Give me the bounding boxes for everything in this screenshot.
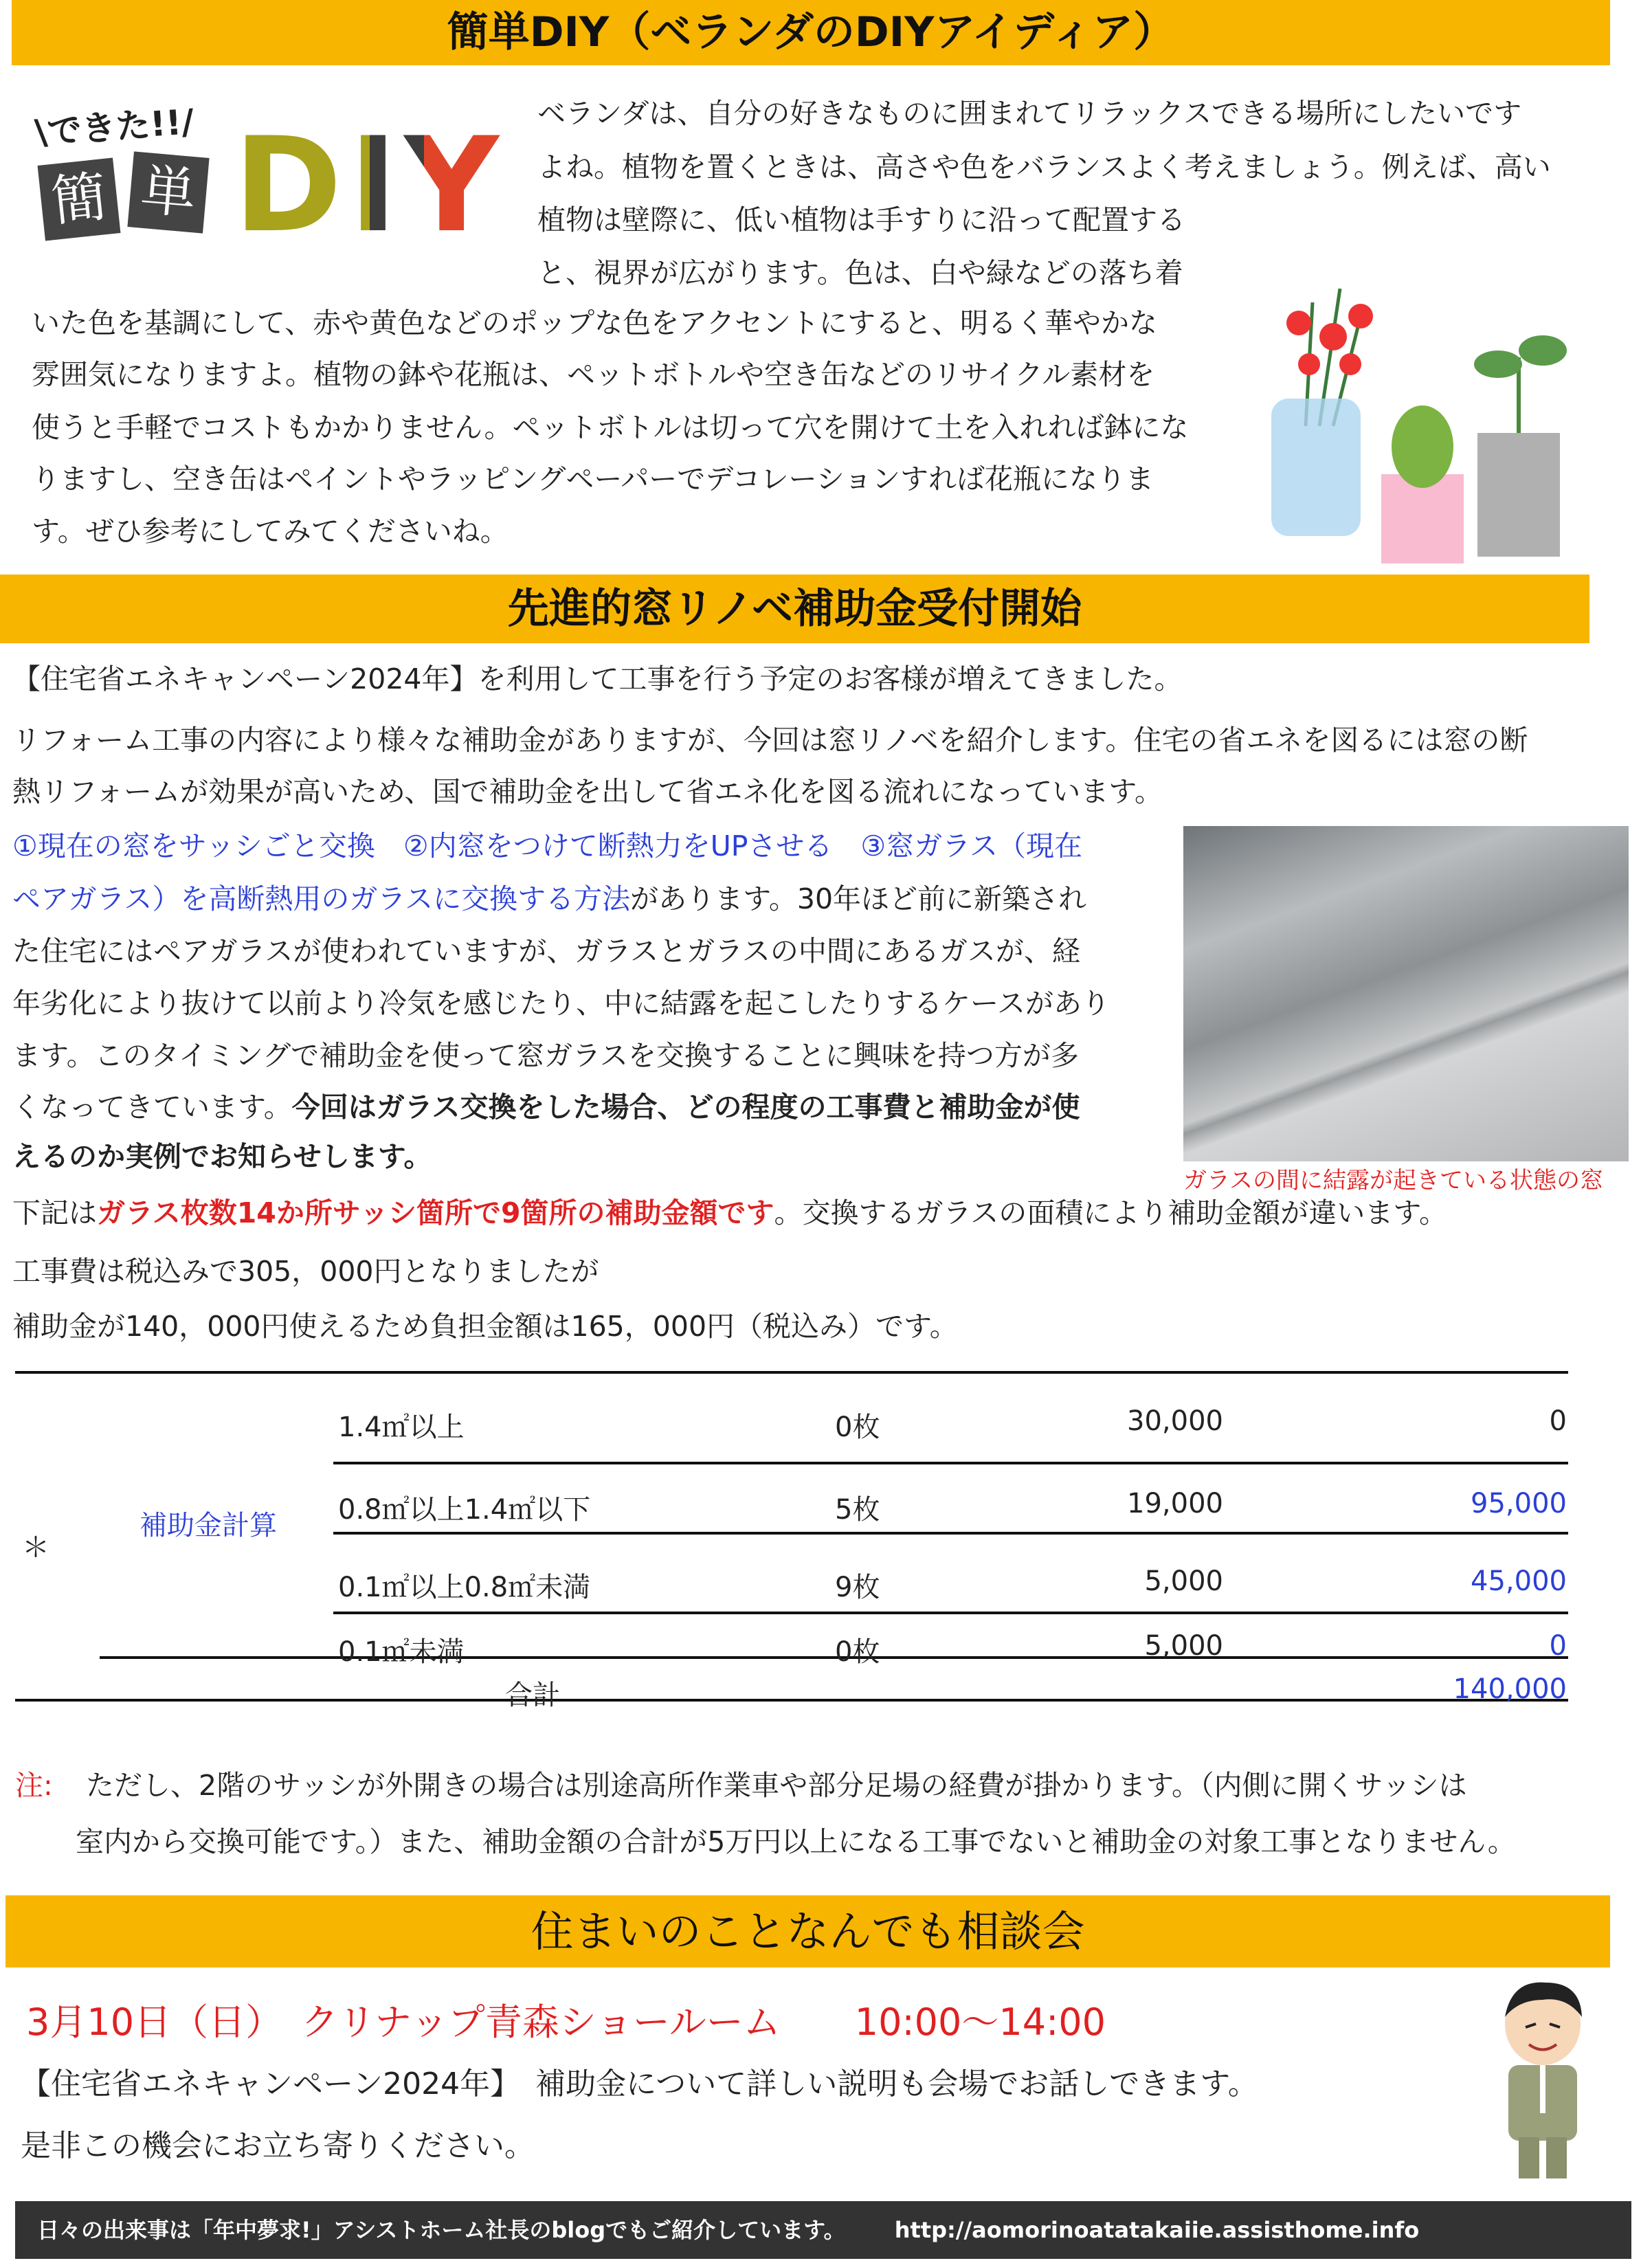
- event-invite: 是非この機会にお立ち寄りください。: [21, 2128, 535, 2163]
- row-amount: 95,000: [1471, 1488, 1567, 1519]
- section-header-diy: 簡単DIY（ベランダのDIYアイディア）: [12, 0, 1610, 65]
- event-info: 【住宅省エネキャンペーン2024年】 補助金について詳しい説明も会場でお話しできます。: [21, 2066, 1258, 2102]
- text-line: [12, 1090, 1080, 1124]
- note-line: ただし、2階のサッシが外開きの場合は別途高所作業車や部分足場の経費が掛かります。（内側に開くサッシは: [86, 1769, 1467, 1802]
- row-unit-price: 5,000: [1144, 1565, 1223, 1597]
- text-line: リフォーム工事の内容により様々な補助金がありますが、今回は窓リノベを紹介します。住宅の省エネを図るには窓の断: [12, 724, 1528, 757]
- divider: [15, 1699, 1568, 1702]
- row-count: 5枚: [835, 1494, 880, 1526]
- photo-caption: ガラスの間に結露が起きている状態の窓: [1183, 1167, 1603, 1194]
- divider: [15, 1371, 1568, 1374]
- blog-link[interactable]: http://aomorinoatatakaiie.assisthome.info: [894, 2217, 1420, 2243]
- text-line: えるのか実例でお知らせします。: [12, 1140, 432, 1173]
- total-label: 合計: [505, 1680, 560, 1711]
- divider: [333, 1612, 1568, 1614]
- group-label: 補助金計算: [139, 1510, 277, 1541]
- text-span: 。交換するガラスの面積により補助金額が違います。: [774, 1196, 1448, 1229]
- row-count: 0枚: [835, 1636, 880, 1668]
- text-span-bold: 今回はガラス交換をした場合、どの程度の工事費と補助金が使: [291, 1091, 1080, 1124]
- method-options: ①現在の窓をサッシごと交換 ②内窓をつけて断熱力をUPさせる ③窓ガラス（現在: [12, 829, 1082, 862]
- diy-logo: [27, 100, 509, 261]
- text-line: りますし、空き缶はペイントやラッピングペーパーでデコレーションすれば花瓶になりま: [32, 462, 1154, 495]
- text-line: 工事費は税込みで305，000円となりましたが: [12, 1255, 599, 1288]
- section-header-consultation: 住まいのことなんでも相談会: [5, 1895, 1610, 1967]
- text-line: ベランダは、自分の好きなものに囲まれてリラックスできる場所にしたいです: [537, 97, 1522, 130]
- text-line: 補助金が140，000円使えるため負担金額は165，000円（税込み）です。: [12, 1310, 958, 1343]
- text-line: [12, 1196, 1447, 1230]
- logo-word1: 簡: [38, 158, 121, 241]
- divider: [100, 1656, 1568, 1659]
- text-line: ます。このタイミングで補助金を使って窓ガラスを交換することに興味を持つ方が多: [12, 1039, 1079, 1072]
- text-line: た住宅にはペアガラスが使われていますが、ガラスとガラスの中間にあるガスが、経: [12, 935, 1080, 968]
- note-label: 注:: [15, 1769, 53, 1802]
- row-size: 0.1㎡未満: [338, 1636, 465, 1668]
- president-illustration: [1484, 1976, 1601, 2182]
- row-size: 1.4㎡以上: [338, 1412, 465, 1443]
- row-size: 0.1㎡以上0.8㎡未満: [338, 1572, 591, 1603]
- divider: [333, 1462, 1568, 1464]
- row-unit-price: 19,000: [1127, 1488, 1223, 1519]
- asterisk: ＊: [22, 1532, 49, 1563]
- row-amount: 0: [1549, 1405, 1567, 1437]
- text-line: 植物は壁際に、低い植物は手すりに沿って配置する: [537, 203, 1185, 236]
- row-unit-price: 5,000: [1144, 1630, 1223, 1662]
- condensation-window-photo: [1183, 826, 1629, 1161]
- footer-bar: [15, 2201, 1631, 2259]
- event-details: 3月10日（日） クリナップ青森ショールーム 10:00〜14:00: [26, 2000, 1106, 2044]
- note-line: 室内から交換可能です。）また、補助金額の合計が5万円以上になる工事でないと補助金の対象工事となりません。: [76, 1825, 1516, 1858]
- text-span: 下記は: [12, 1196, 97, 1229]
- row-unit-price: 30,000: [1127, 1405, 1223, 1437]
- campaign-intro: 【住宅省エネキャンペーン2024年】を利用して工事を行う予定のお客様が増えてきました。: [12, 662, 1183, 695]
- text-line: 使うと手軽でコストもかかりません。ペットボトルは切って穴を開けて土を入れれば鉢にな: [32, 411, 1189, 444]
- row-amount: 45,000: [1471, 1565, 1567, 1597]
- text-line: 雰囲気になりますよ。植物の鉢や花瓶は、ペットボトルや空き缶などのリサイクル素材を: [32, 358, 1155, 391]
- logo-diy: DIY: [234, 109, 506, 261]
- divider: [333, 1532, 1568, 1535]
- highlight-text: ガラス枚数14か所サッシ箇所で9箇所の補助金額です: [97, 1196, 774, 1229]
- text-span: があります。30年ほど前に新築され: [630, 882, 1087, 915]
- row-count: 0枚: [835, 1412, 880, 1443]
- total-amount: 140,000: [1453, 1673, 1567, 1705]
- footer-text: 日々の出来事は「年中夢求!」アシストホーム社長のblogでもご紹介しています。: [37, 2217, 846, 2243]
- text-span: くなってきています。: [12, 1091, 292, 1124]
- text-line: [12, 882, 1086, 916]
- text-line: よね。植物を置くときは、高さや色をバランスよく考えましょう。例えば、高い: [537, 151, 1551, 183]
- logo-word2: 単: [127, 151, 209, 233]
- row-count: 9枚: [835, 1572, 880, 1603]
- logo-tagline: \できた!!/: [33, 101, 196, 153]
- text-line: 年劣化により抜けて以前より冷気を感じたり、中に結露を起こしたりするケースがあり: [12, 987, 1110, 1020]
- section-header-window: 先進的窓リノベ補助金受付開始: [0, 575, 1589, 643]
- text-line: す。ぜひ参考にしてみてくださいね。: [32, 515, 509, 548]
- text-line: と、視界が広がります。色は、白や緑などの落ち着: [537, 256, 1183, 289]
- plants-illustration: [1258, 261, 1574, 570]
- method-options-cont: ペアガラス）を高断熱用のガラスに交換する方法: [12, 882, 631, 915]
- text-line: いた色を基調にして、赤や黄色などのポップな色をアクセントにすると、明るく華やかな: [32, 306, 1157, 339]
- row-size: 0.8㎡以上1.4㎡以下: [338, 1494, 591, 1526]
- row-amount: 0: [1549, 1630, 1567, 1662]
- text-line: 熱リフォームが効果が高いため、国で補助金を出して省エネ化を図る流れになっています。: [12, 775, 1163, 808]
